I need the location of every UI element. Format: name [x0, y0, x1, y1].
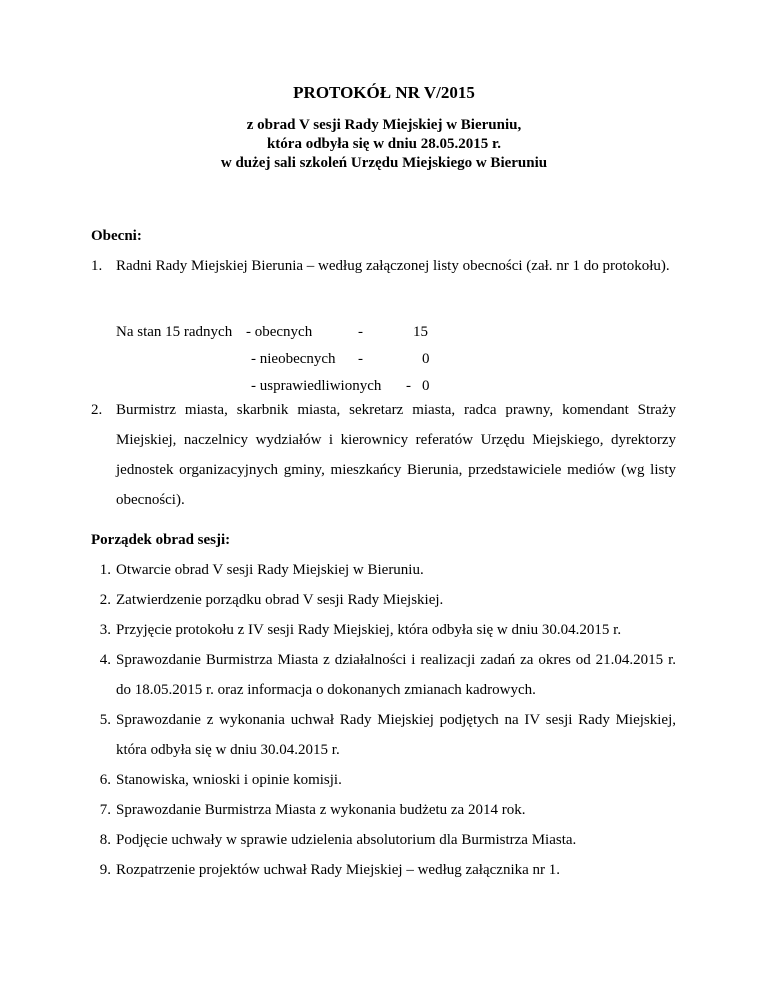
list-item: [91, 825, 676, 855]
list-text: Sprawozdanie z wykonania uchwał Rady Miejskiej podjętych na IV sesji Rady Miejskiej, która odbyła się w dniu 30.04.2015 r.: [116, 712, 676, 758]
stats-absent-label: - nieobecnych: [251, 351, 336, 367]
list-item: [91, 555, 676, 585]
list-item: [91, 795, 676, 825]
list-item: [91, 705, 676, 765]
list-number: 3.: [99, 622, 111, 638]
subtitle-line: w dużej sali szkoleń Urzędu Miejskiego w Bieruniu: [220, 155, 548, 171]
agenda-list: [91, 555, 676, 885]
subtitle-line: z obrad V sesji Rady Miejskiej w Bieruniu,: [246, 117, 522, 133]
list-text: Sprawozdanie Burmistrza Miasta z działalności i realizacji zadań za okres od 21.04.2015 r. do 18.05.2015 r. oraz informacja o dokonanych zmianach kadrowych.: [116, 652, 676, 698]
stats-present-label: - obecnych: [246, 324, 313, 340]
stats-present-value: 15: [413, 324, 428, 340]
obecni-item-2: [91, 395, 676, 515]
list-number: 4.: [99, 652, 111, 668]
stats-excused-dash: -: [406, 378, 411, 394]
stats-prefix: Na stan 15 radnych: [116, 324, 233, 340]
document-subtitle: [0, 116, 768, 173]
obecni-heading: Obecni:: [91, 228, 142, 244]
list-item: [91, 615, 676, 645]
list-text: Burmistrz miasta, skarbnik miasta, sekretarz miasta, radca prawny, komendant Straży Miejskiej, naczelnicy wydziałów i kierownicy referatów Urzędu Miejskiego, dyrektorzy jednostek organizacyjnych gminy, mieszkańcy Bierunia, przedstawiciele mediów (wg listy obecności).: [116, 402, 676, 508]
list-number: 7.: [99, 802, 111, 818]
list-number: 1.: [91, 258, 103, 274]
list-text: Stanowiska, wnioski i opinie komisji.: [116, 772, 342, 788]
list-item: [91, 765, 676, 795]
list-item: [91, 585, 676, 615]
stats-present-dash: -: [358, 324, 363, 340]
list-number: 1.: [99, 562, 111, 578]
list-item: [91, 645, 676, 705]
list-number: 2.: [91, 402, 103, 418]
list-text: Przyjęcie protokołu z IV sesji Rady Miejskiej, która odbyła się w dniu 30.04.2015 r.: [116, 622, 622, 638]
list-text: Rozpatrzenie projektów uchwał Rady Miejskiej – według załącznika nr 1.: [116, 862, 561, 878]
list-item: [91, 855, 676, 885]
subtitle-line: która odbyła się w dniu 28.05.2015 r.: [266, 136, 502, 152]
stats-absent-value: 0: [422, 351, 430, 367]
list-number: 9.: [99, 862, 111, 878]
list-text: Podjęcie uchwały w sprawie udzielenia absolutorium dla Burmistrza Miasta.: [116, 832, 577, 848]
porzadek-heading: Porządek obrad sesji:: [91, 532, 231, 548]
list-text: Zatwierdzenie porządku obrad V sesji Rady Miejskiej.: [116, 592, 444, 608]
list-number: 5.: [99, 712, 111, 728]
obecni-item-1: [91, 251, 676, 281]
stats-absent-dash: -: [358, 351, 363, 367]
stats-excused-label: - usprawiedliwionych: [251, 378, 382, 394]
list-text: Sprawozdanie Burmistrza Miasta z wykonania budżetu za 2014 rok.: [116, 802, 526, 818]
stats-excused-value: 0: [422, 378, 430, 394]
list-text: Otwarcie obrad V sesji Rady Miejskiej w Bieruniu.: [116, 562, 424, 578]
list-text: Radni Rady Miejskiej Bierunia – według załączonej listy obecności (zał. nr 1 do protokołu).: [116, 258, 670, 274]
document-title: PROTOKÓŁ NR V/2015: [293, 83, 475, 102]
list-number: 8.: [99, 832, 111, 848]
list-number: 6.: [99, 772, 111, 788]
list-number: 2.: [99, 592, 111, 608]
